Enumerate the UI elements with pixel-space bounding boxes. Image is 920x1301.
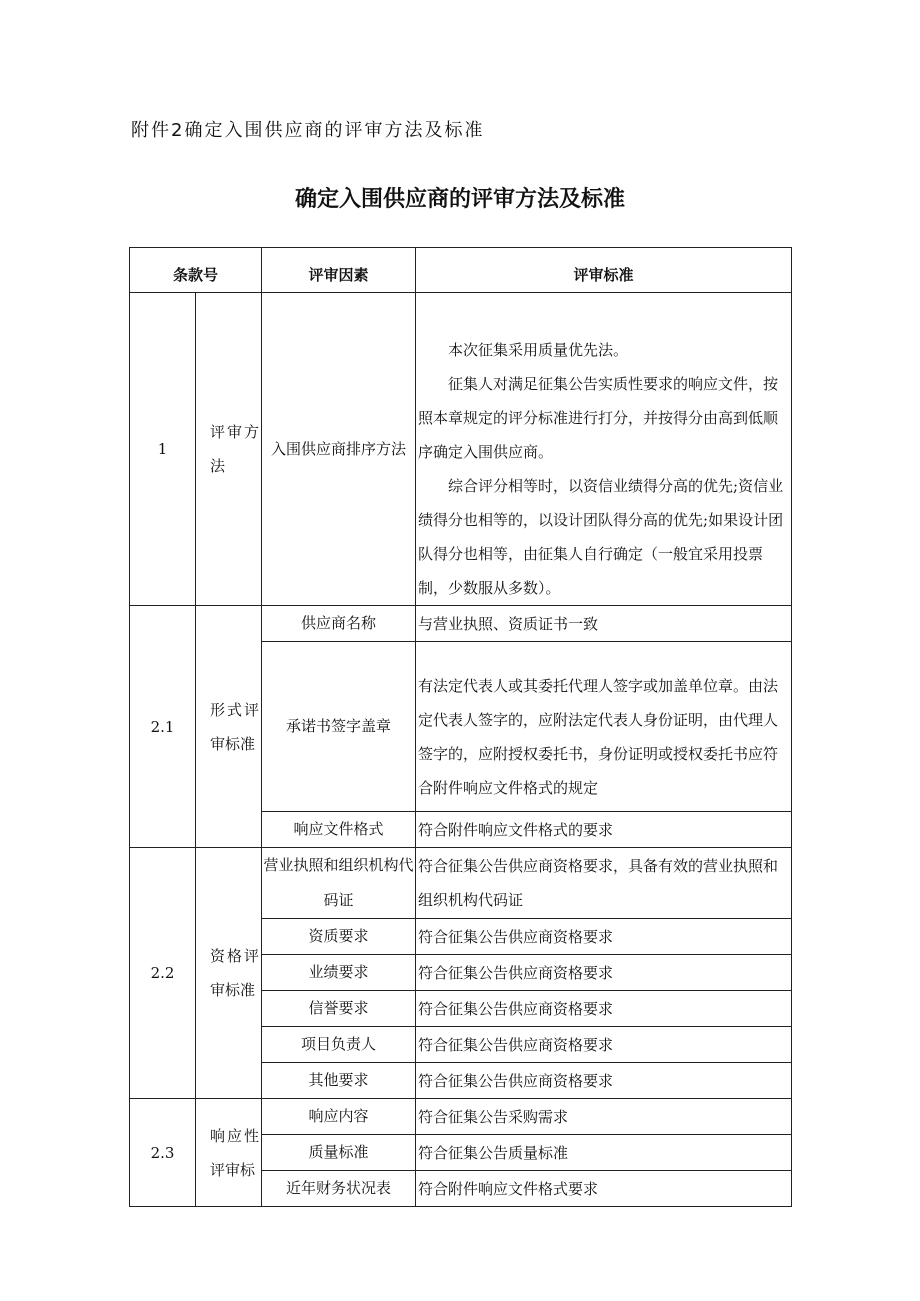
category: 形式评审标准: [196, 606, 262, 848]
table-row: [130, 606, 792, 642]
header-clause: 条款号: [130, 248, 262, 293]
factor: 响应内容: [262, 1099, 416, 1135]
standard: 符合征集公告供应商资格要求，具备有效的营业执照和组织机构代码证: [416, 848, 792, 919]
standard: 符合附件响应文件格式要求: [416, 1171, 792, 1207]
factor: 承诺书签字盖章: [262, 642, 416, 812]
factor: 响应文件格式: [262, 812, 416, 848]
standard: 符合征集公告供应商资格要求: [416, 955, 792, 991]
category: 评审方法: [196, 293, 262, 606]
standard: 符合征集公告供应商资格要求: [416, 1027, 792, 1063]
factor: 信誉要求: [262, 991, 416, 1027]
factor: 营业执照和组织机构代码证: [262, 848, 416, 919]
standard: 符合征集公告质量标准: [416, 1135, 792, 1171]
header-factor: 评审因素: [262, 248, 416, 293]
standard: 符合征集公告供应商资格要求: [416, 991, 792, 1027]
clause-number: 2.2: [130, 848, 196, 1099]
standard: 有法定代表人或其委托代理人签字或加盖单位章。由法定代表人签字的，应附法定代表人身份证明，由代理人签字的，应附授权委托书，身份证明或授权委托书应符合附件响应文件格式的规定: [416, 642, 792, 812]
factor: 质量标准: [262, 1135, 416, 1171]
table-row: [130, 1099, 792, 1135]
standard: 符合征集公告供应商资格要求: [416, 919, 792, 955]
table-row: [130, 848, 792, 919]
clause-number: 2.3: [130, 1099, 196, 1207]
clause-number: 2.1: [130, 606, 196, 848]
standard: 与营业执照、资质证书一致: [416, 606, 792, 642]
factor: 供应商名称: [262, 606, 416, 642]
table-row: [130, 293, 792, 606]
standard-paragraph: 本次征集采用质量优先法。: [448, 341, 629, 359]
document-title: 确定入围供应商的评审方法及标准: [294, 187, 625, 212]
factor: 其他要求: [262, 1063, 416, 1099]
factor: 资质要求: [262, 919, 416, 955]
standard: 符合征集公告采购需求: [416, 1099, 792, 1135]
standard-paragraph: 征集人对满足征集公告实质性要求的响应文件，按照本章规定的评分标准进行打分，并按得分由高到低顺序确定入围供应商。: [418, 375, 779, 461]
standard: 符合征集公告供应商资格要求: [416, 1063, 792, 1099]
standard-paragraph: 综合评分相等时，以资信业绩得分高的优先;资信业绩得分也相等的，以设计团队得分高的优先;如果设计团队得分也相等，由征集人自行确定（一般宜采用投票制，少数服从多数）。: [418, 477, 784, 597]
factor: 近年财务状况表: [262, 1171, 416, 1207]
factor: 项目负责人: [262, 1027, 416, 1063]
header-row: [130, 248, 792, 293]
criteria-table: [129, 247, 792, 1207]
category: 响应性评审标: [196, 1099, 262, 1207]
clause-number: 1: [130, 293, 196, 606]
standard: 符合附件响应文件格式的要求: [416, 812, 792, 848]
factor: 业绩要求: [262, 955, 416, 991]
header-standard: 评审标准: [416, 248, 792, 293]
attachment-label: 附件2确定入围供应商的评审方法及标准: [131, 120, 485, 141]
category: 资格评审标准: [196, 848, 262, 1099]
factor: 入围供应商排序方法: [262, 293, 416, 606]
standard: [416, 293, 792, 606]
